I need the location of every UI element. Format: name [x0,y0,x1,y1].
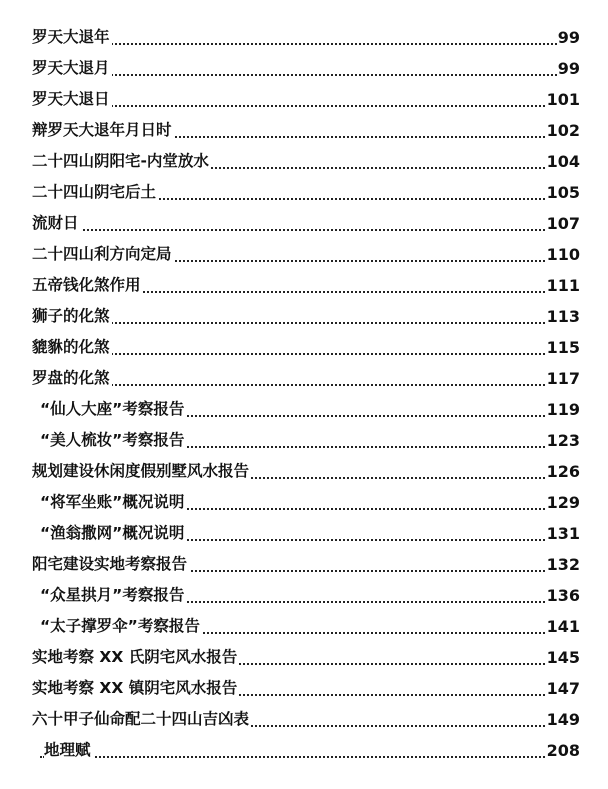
toc-entry-title: “渔翁撒网”概况说明 [40,518,186,549]
toc-entry-page: 102 [546,115,580,146]
toc-leader-dots [40,41,572,45]
toc-entry-page: 145 [546,642,580,673]
toc-entry-title: 狮子的化煞 [32,301,112,332]
toc-entry[interactable] [0,580,608,611]
toc-entry[interactable] [0,735,608,766]
toc-entry-page: 107 [546,208,580,239]
toc-entry-page: 119 [546,394,580,425]
toc-entry[interactable] [0,146,608,177]
toc-leader-dots [40,72,572,76]
toc-entry-title: “太子撑罗伞”考察报告 [40,611,202,642]
toc-entry-page: 208 [546,735,580,766]
toc-entry-title: 规划建设休闲度假别墅风水报告 [32,456,251,487]
toc-entry-title: “众星拱月”考察报告 [40,580,186,611]
toc-entry[interactable] [0,115,608,146]
toc-entry[interactable] [0,549,608,580]
toc-entry-title: 貔貅的化煞 [32,332,112,363]
toc-entry[interactable] [0,394,608,425]
toc-entry-title: 二十四山阴宅后土 [32,177,158,208]
toc-entry[interactable] [0,239,608,270]
toc-entry-page: 129 [546,487,580,518]
toc-leader-dots [40,382,572,386]
toc-entry-title: 罗盘的化煞 [32,363,112,394]
toc-entry-title: 罗天大退年 [32,22,112,53]
toc-entry[interactable] [0,518,608,549]
toc-entry-page: 149 [546,704,580,735]
toc-entry[interactable] [0,208,608,239]
toc-leader-dots [40,754,572,758]
toc-entry[interactable] [0,53,608,84]
toc-entry-page: 147 [546,673,580,704]
toc-entry-page: 131 [546,518,580,549]
toc-entry-page: 111 [546,270,580,301]
toc-entry[interactable] [0,425,608,456]
toc-entry-page: 99 [557,22,580,53]
toc-entry-page: 117 [546,363,580,394]
toc-leader-dots [40,351,572,355]
toc-leader-dots [40,103,572,107]
toc-entry[interactable] [0,456,608,487]
toc-entry-title: 五帝钱化煞作用 [32,270,143,301]
toc-entry-title: 六十甲子仙命配二十四山吉凶表 [32,704,251,735]
toc-entry-title: “仙人大座”考察报告 [40,394,186,425]
toc-entry[interactable] [0,642,608,673]
toc-entry-title: 罗天大退日 [32,84,112,115]
toc-entry[interactable] [0,487,608,518]
toc-leader-dots [40,227,572,231]
toc-entry[interactable] [0,22,608,53]
toc-entry-page: 126 [546,456,580,487]
toc-entry-page: 123 [546,425,580,456]
toc-entry[interactable] [0,363,608,394]
toc-entry[interactable] [0,270,608,301]
toc-entry-page: 136 [546,580,580,611]
toc-entry-title: “美人梳妆”考察报告 [40,425,186,456]
toc-entry-title: 流财日 [32,208,81,239]
toc-entry-page: 132 [546,549,580,580]
toc-entry-page: 113 [546,301,580,332]
toc-entry[interactable] [0,673,608,704]
table-of-contents [0,22,608,766]
toc-entry-page: 105 [546,177,580,208]
toc-entry-page: 115 [546,332,580,363]
toc-entry-title: “将军坐账”概况说明 [40,487,186,518]
toc-entry[interactable] [0,84,608,115]
toc-entry-page: 141 [546,611,580,642]
toc-entry[interactable] [0,177,608,208]
toc-entry-title: 实地考察 XX 镇阴宅风水报告 [32,673,239,704]
toc-entry-page: 99 [557,53,580,84]
toc-entry-page: 101 [546,84,580,115]
toc-entry-page: 104 [546,146,580,177]
toc-entry-title: 二十四山利方向定局 [32,239,174,270]
toc-entry[interactable] [0,704,608,735]
toc-entry[interactable] [0,611,608,642]
toc-entry-title: 二十四山阴阳宅-内堂放水 [32,146,211,177]
toc-entry-title: 辩罗天大退年月日时 [32,115,174,146]
toc-entry-page: 110 [546,239,580,270]
toc-entry-title: 阳宅建设实地考察报告 [32,549,189,580]
toc-leader-dots [40,320,572,324]
toc-entry-title: 罗天大退月 [32,53,112,84]
toc-entry[interactable] [0,301,608,332]
toc-entry-title: 地理赋 [44,735,93,766]
toc-entry[interactable] [0,332,608,363]
toc-entry-title: 实地考察 XX 氏阴宅风水报告 [32,642,239,673]
